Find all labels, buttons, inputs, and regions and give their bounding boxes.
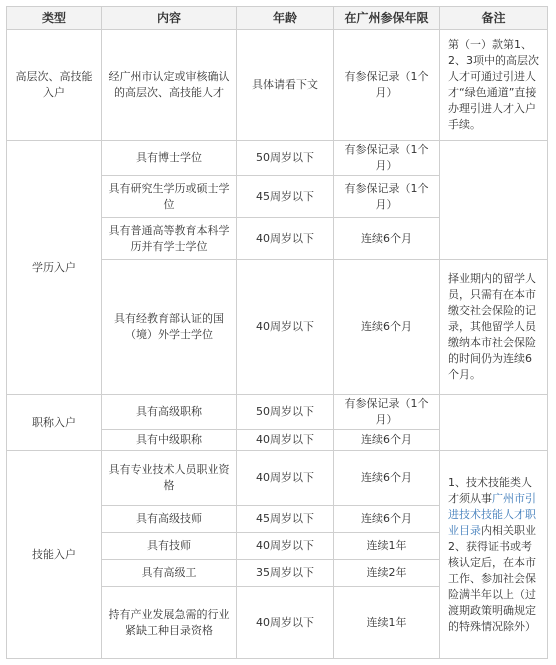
type-cell: 高层次、高技能入户 — [7, 30, 102, 141]
age-cell: 40周岁以下 — [237, 430, 334, 451]
table-row — [7, 141, 548, 176]
table-row — [7, 395, 548, 430]
age-cell: 35周岁以下 — [237, 560, 334, 587]
header-type: 类型 — [7, 7, 102, 30]
note-text: 内相关职业 — [481, 523, 536, 537]
age-cell: 50周岁以下 — [237, 141, 334, 176]
note-item-1 — [448, 475, 539, 539]
content-cell: 具有专业技术人员职业资格 — [102, 451, 237, 506]
header-content: 内容 — [102, 7, 237, 30]
age-cell: 40周岁以下 — [237, 587, 334, 659]
occupation-catalog-link[interactable]: 广州市引进技术技能人才职业目录 — [448, 491, 536, 537]
age-cell: 40周岁以下 — [237, 218, 334, 260]
content-cell: 经广州市认定或审核确认的高层次、高技能人才 — [102, 30, 237, 141]
years-cell: 连续6个月 — [334, 451, 440, 506]
years-cell: 有参保记录（1个月） — [334, 30, 440, 141]
years-cell: 有参保记录（1个月） — [334, 141, 440, 176]
table-row — [7, 451, 548, 506]
note-text: 1、技术技能类人才须从事 — [448, 475, 532, 505]
type-cell: 技能入户 — [7, 451, 102, 659]
note-cell-empty — [440, 141, 548, 260]
note-cell — [440, 451, 548, 659]
years-cell: 连续6个月 — [334, 506, 440, 533]
years-cell: 连续6个月 — [334, 218, 440, 260]
content-cell: 具有经教育部认证的国（境）外学士学位 — [102, 260, 237, 395]
content-cell: 具有普通高等教育本科学历并有学士学位 — [102, 218, 237, 260]
years-cell: 连续2年 — [334, 560, 440, 587]
age-cell: 45周岁以下 — [237, 506, 334, 533]
content-cell: 具有高级工 — [102, 560, 237, 587]
header-row — [7, 7, 548, 30]
type-cell: 学历入户 — [7, 141, 102, 395]
note-cell: 第（一）款第1、2、3项中的高层次人才可通过引进人才“绿色通道”直接办理引进人才入户手续。 — [440, 30, 548, 141]
age-cell: 40周岁以下 — [237, 451, 334, 506]
age-cell: 40周岁以下 — [237, 533, 334, 560]
content-cell: 具有技师 — [102, 533, 237, 560]
years-cell: 有参保记录（1个月） — [334, 395, 440, 430]
age-cell: 45周岁以下 — [237, 176, 334, 218]
type-cell: 职称入户 — [7, 395, 102, 451]
age-cell: 40周岁以下 — [237, 260, 334, 395]
years-cell: 有参保记录（1个月） — [334, 176, 440, 218]
years-cell: 连续1年 — [334, 533, 440, 560]
header-age: 年龄 — [237, 7, 334, 30]
note-cell-empty — [440, 395, 548, 451]
header-note: 备注 — [440, 7, 548, 30]
content-cell: 具有高级技师 — [102, 506, 237, 533]
years-cell: 连续1年 — [334, 587, 440, 659]
age-cell: 具体请看下文 — [237, 30, 334, 141]
content-cell: 具有研究生学历或硕士学位 — [102, 176, 237, 218]
household-registration-table — [6, 6, 548, 659]
content-cell: 具有博士学位 — [102, 141, 237, 176]
note-cell: 择业期内的留学人员，只需有在本市缴交社会保险的记录，其他留学人员缴纳本市社会保险的时间仍为连续6个月。 — [440, 260, 548, 395]
content-cell: 具有高级职称 — [102, 395, 237, 430]
years-cell: 连续6个月 — [334, 430, 440, 451]
age-cell: 50周岁以下 — [237, 395, 334, 430]
table-row — [7, 30, 548, 141]
years-cell: 连续6个月 — [334, 260, 440, 395]
header-years: 在广州参保年限 — [334, 7, 440, 30]
content-cell: 持有产业发展急需的行业紧缺工种目录资格 — [102, 587, 237, 659]
note-item-2: 2、获得证书或考核认定后，在本市工作、参加社会保险满半年以上（过渡期政策明确规定的特殊情况除外） — [448, 539, 536, 633]
content-cell: 具有中级职称 — [102, 430, 237, 451]
